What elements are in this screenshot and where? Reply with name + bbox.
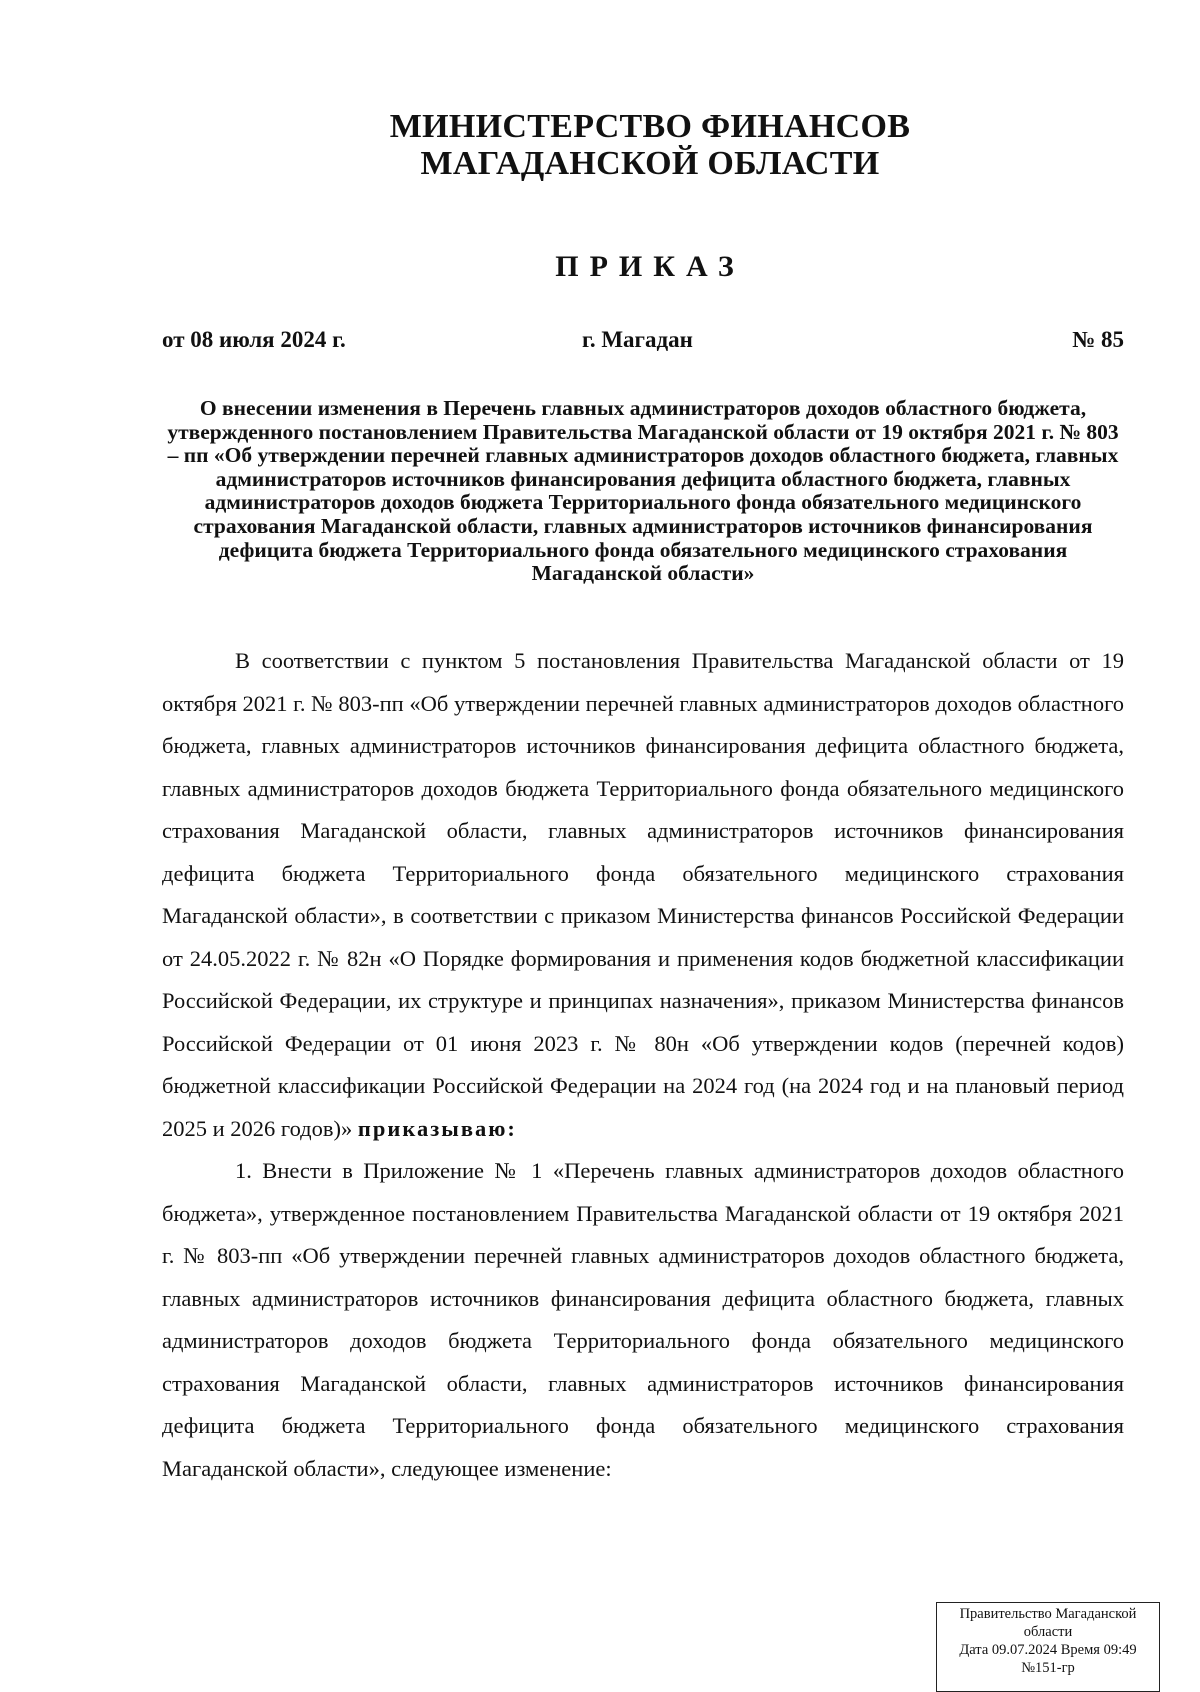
document-date: от 08 июля 2024 г. [162, 327, 346, 352]
stamp-line-2: области [1023, 1624, 1073, 1640]
document-body [162, 640, 1124, 1490]
body-paragraph-item-1: 1. Внести в Приложение № 1 «Перечень главных администраторов доходов областного бюджета», утвержденное постановлением Правительства Магаданской области от 19 октября 2021 г. № 803-пп «Об утверждении перечней главных администраторов доходов областного бюджета, главных администраторов источников финансирования дефицита областного бюджета, главных администраторов доходов бюджета Территориального фонда обязательного медицинского страхования Магаданской области, главных администраторов источников финансирования дефицита бюджета Территориального фонда обязательного медицинского страхования Магаданской области», следующее изменение: [162, 1158, 1124, 1481]
document-number: № 85 [1072, 327, 1124, 352]
document-subject: О внесении изменения в Перечень главных администраторов доходов областного бюджета, утвержденного постановлением Правительства Магаданской области от 19 октября 2021 г. № 803 – пп «Об утверждении перечней главных администраторов доходов областного бюджета, главных администраторов источников финансирования дефицита областного бюджета, главных администраторов доходов бюджета Территориального фонда обязательного медицинского страхования Магаданской области, главных администраторов источников финансирования дефицита бюджета Территориального фонда обязательного медицинского страхования Магаданской области» [167, 396, 1119, 586]
registration-stamp [936, 1602, 1160, 1692]
stamp-line-1: Правительство Магаданской [959, 1606, 1137, 1622]
ministry-title [0, 108, 1200, 182]
body-paragraph-preamble [162, 640, 1124, 1150]
preamble-text: В соответствии с пунктом 5 постановления Правительства Магаданской области от 19 октября 2021 г. № 803-пп «Об утверждении перечней главных администраторов доходов областного бюджета, главных администраторов источников финансирования дефицита областного бюджета, главных администраторов доходов бюджета Территориального фонда обязательного медицинского страхования Магаданской области, главных администраторов источников финансирования дефицита бюджета Территориального фонда обязательного медицинского страхования Магаданской области», в соответствии с приказом Министерства финансов Российской Федерации от 24.05.2022 г. № 82н «О Порядке формирования и применения кодов бюджетной классификации Российской Федерации, их структуре и принципах назначения», приказом Министерства финансов Российской Федерации от 01 июня 2023 г. № 80н «Об утверждении кодов (перечней кодов) бюджетной классификации Российской Федерации на 2024 год (на 2024 год и на плановый период 2025 и 2026 годов)» [162, 648, 1124, 1141]
ministry-title-line-1: МИНИСТЕРСТВО ФИНАНСОВ [389, 108, 911, 145]
document-city: г. Магадан [582, 327, 693, 352]
document-type-heading: ПРИКАЗ [555, 250, 745, 283]
order-word: приказываю: [357, 1115, 517, 1141]
stamp-line-4: №151-гр [1021, 1660, 1075, 1676]
ministry-title-line-2: МАГАДАНСКОЙ ОБЛАСТИ [420, 145, 880, 182]
stamp-line-3: Дата 09.07.2024 Время 09:49 [959, 1642, 1137, 1658]
